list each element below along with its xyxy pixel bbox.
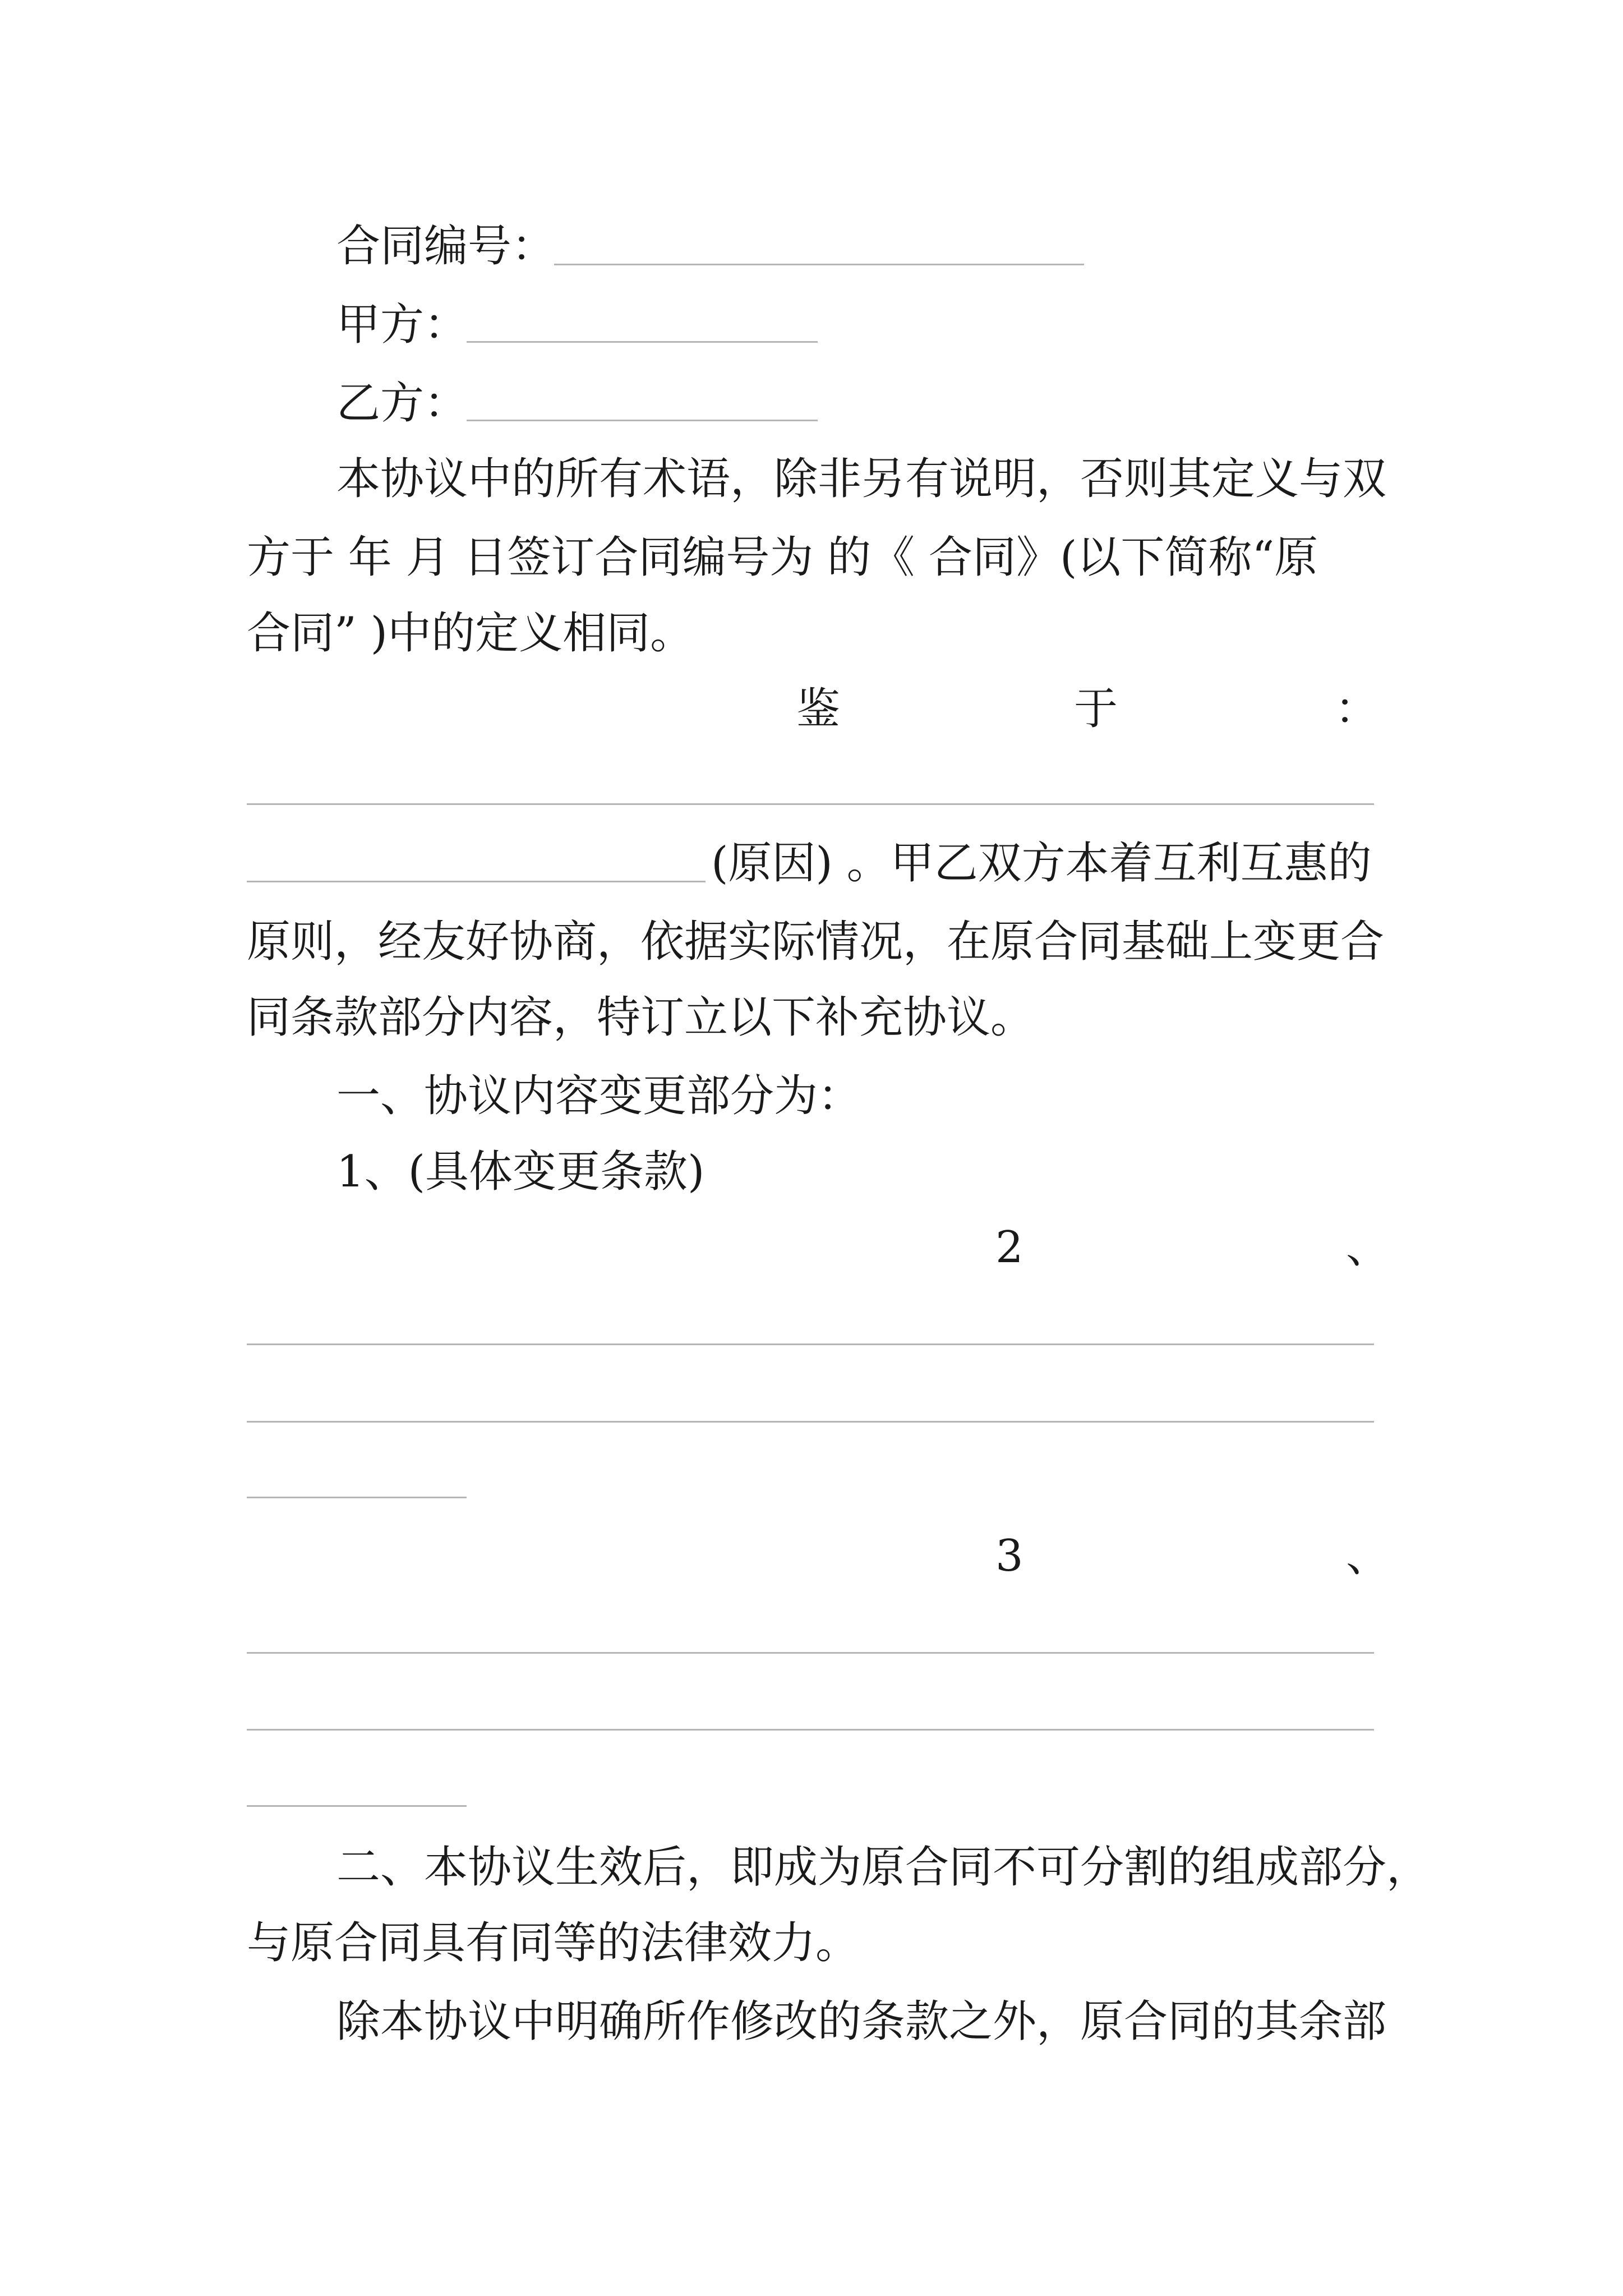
whereas-line-2: 原则，经友好协商，依据实际情况，在原合同基础上变更合 <box>247 917 1385 967</box>
reason-tail: (原因) 。甲乙双方本着互利互惠的 <box>711 838 1372 889</box>
item-3-blank-line-2 <box>247 1729 1374 1731</box>
section-1-heading: 一、协议内容变更部分为： <box>336 1071 862 1121</box>
section-1-item-2-number: 2 <box>995 1222 1023 1273</box>
party-b-label: 乙方： <box>336 378 468 429</box>
contract-number-blank <box>554 264 1084 265</box>
item-2-blank-line-2 <box>247 1421 1374 1423</box>
section-2-line-1: 二、本协议生效后，即成为原合同不可分割的组成部分， <box>336 1842 1431 1893</box>
party-b-blank <box>467 420 818 421</box>
whereas-colon: ： <box>1335 684 1379 734</box>
section-2-line-2: 与原合同具有同等的法律效力。 <box>247 1918 860 1968</box>
intro-line-1: 本协议中的所有术语，除非另有说明，否则其定义与双 <box>336 454 1387 504</box>
whereas-char-2: 于 <box>1074 684 1118 734</box>
section-1-item-2-separator: 、 <box>1346 1222 1390 1273</box>
section-1-item-3-separator: 、 <box>1346 1531 1390 1581</box>
section-3-line-1: 除本协议中明确所作修改的条款之外，原合同的其余部 <box>336 1996 1387 2047</box>
item-2-blank-line-3 <box>247 1497 467 1498</box>
intro-line-3: 合同” )中的定义相同。 <box>247 608 694 659</box>
intro-line-2: 方于 年 月 日签订合同编号为 的《 合同》(以下简称“原 <box>247 532 1318 583</box>
section-1-item-1: 1、(具体变更条款) <box>336 1147 705 1197</box>
whereas-char-1: 鉴 <box>796 684 841 734</box>
item-3-blank-line-3 <box>247 1805 467 1807</box>
section-1-item-3-number: 3 <box>995 1531 1023 1581</box>
reason-blank-line <box>247 803 1374 805</box>
contract-number-label: 合同编号： <box>336 221 556 272</box>
party-a-blank <box>467 341 818 343</box>
item-2-blank-line-1 <box>247 1343 1374 1345</box>
whereas-line-3: 同条款部分内容，特订立以下补充协议。 <box>247 992 1035 1043</box>
party-a-label: 甲方： <box>336 300 468 350</box>
item-3-blank-line-1 <box>247 1652 1374 1654</box>
reason-blank-short <box>247 881 706 882</box>
